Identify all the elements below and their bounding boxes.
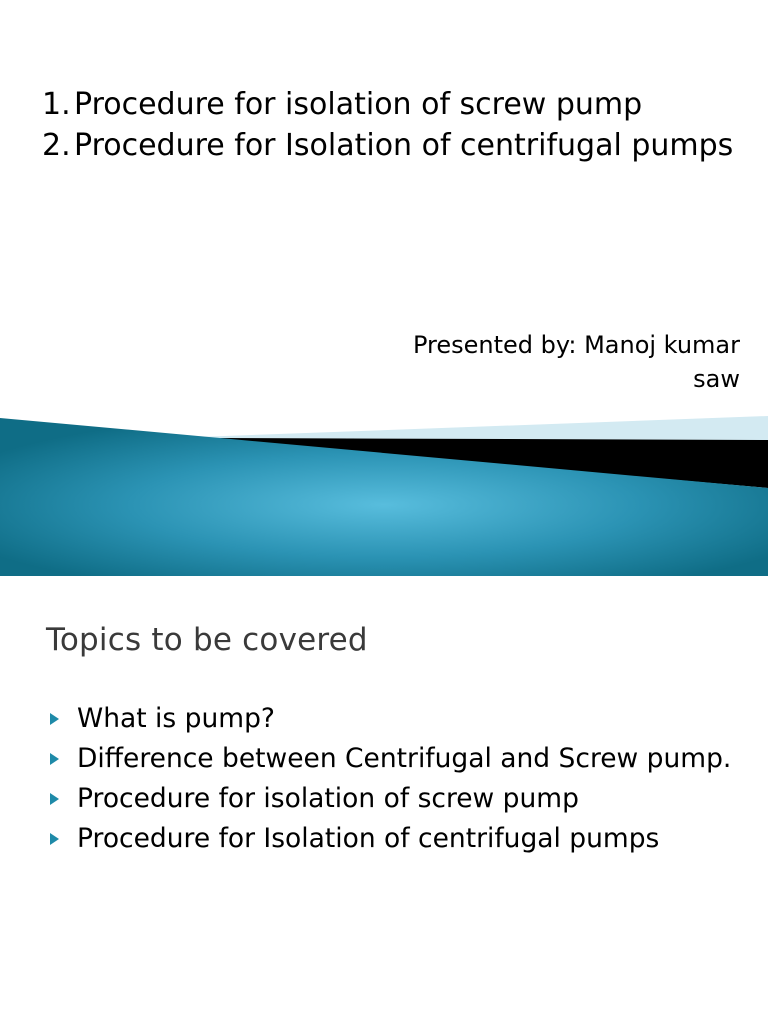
title-item-text: Procedure for Isolation of centrifugal pumps <box>74 128 734 163</box>
list-item <box>50 700 750 738</box>
decorative-band <box>0 416 768 576</box>
band-pale-wedge <box>170 416 768 442</box>
list-item <box>50 780 750 818</box>
triangle-bullet-icon <box>50 820 77 845</box>
triangle-bullet-icon <box>50 780 77 805</box>
title-item-number: 1. <box>42 87 71 122</box>
title-list <box>42 84 742 166</box>
presenter-line-2: saw <box>693 365 740 393</box>
topic-text: Difference between Centrifugal and Screw pump. <box>77 743 732 774</box>
title-item-number: 2. <box>42 128 71 163</box>
topics-list <box>50 700 750 860</box>
topic-text: Procedure for isolation of screw pump <box>77 783 579 814</box>
list-item <box>50 740 750 778</box>
presenter-credit <box>340 328 740 396</box>
title-item-2 <box>42 125 742 166</box>
presenter-line-1: Presented by: Manoj kumar <box>412 331 740 359</box>
triangle-bullet-icon <box>50 700 77 725</box>
topics-slide <box>0 600 768 1024</box>
list-item <box>50 820 750 858</box>
title-item-text: Procedure for isolation of screw pump <box>74 87 643 122</box>
topic-text: What is pump? <box>77 703 275 734</box>
triangle-bullet-icon <box>50 740 77 765</box>
title-item-1 <box>42 84 742 125</box>
slide-title: Topics to be covered <box>46 622 368 658</box>
topic-text: Procedure for Isolation of centrifugal pumps <box>77 823 660 854</box>
